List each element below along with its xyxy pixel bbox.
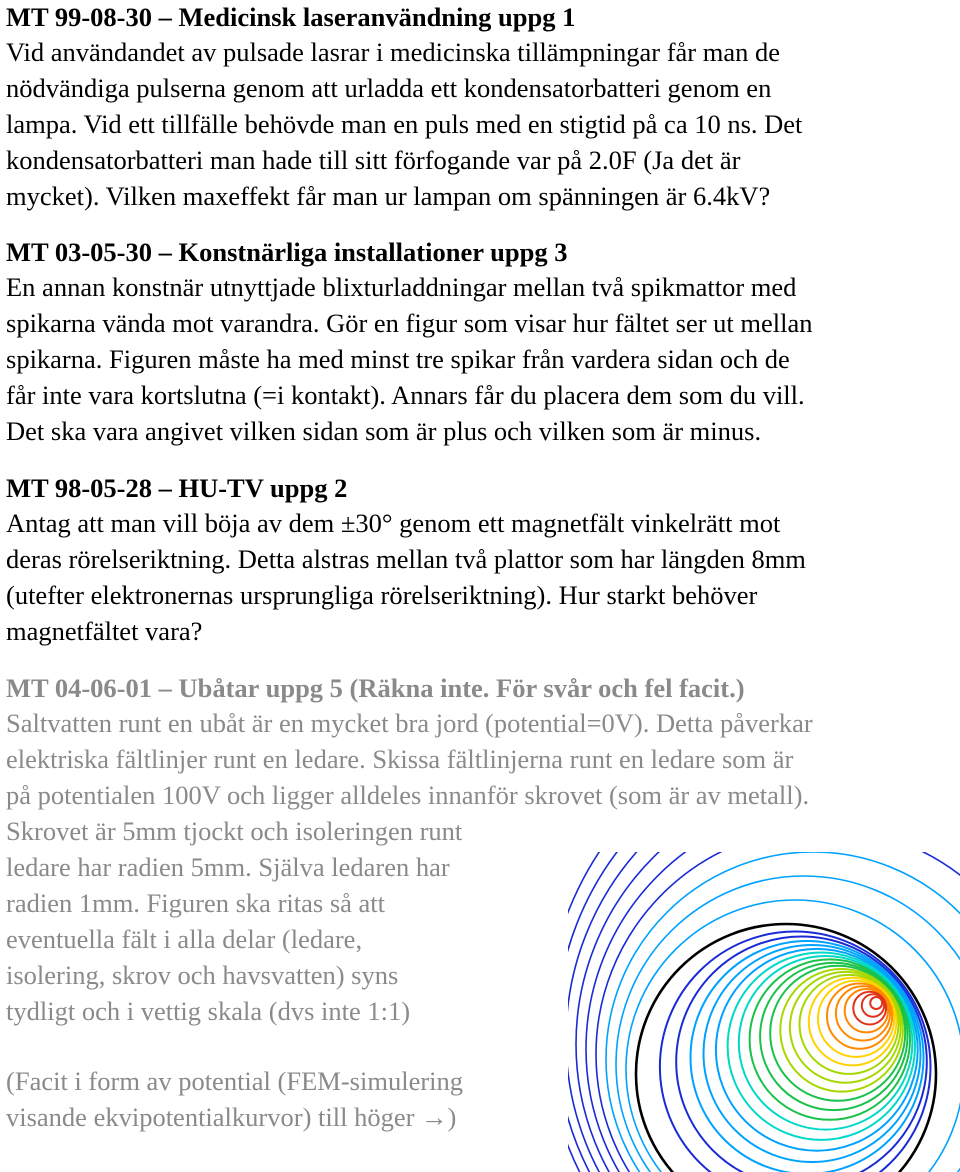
facit-line: (Facit i form av potential (FEM-simulering [6, 1066, 464, 1096]
text-line: mycket). Vilken maxeffekt får man ur lampan om spänningen är 6.4kV? [6, 181, 771, 211]
text-line: spikarna vända mot varandra. Gör en figur som visar hur fältet ser ut mellan [6, 308, 813, 338]
hull-circle [636, 924, 936, 1172]
equipotential-curve [870, 997, 882, 1009]
text-line: ledare har radien 5mm. Själva ledaren har [6, 852, 450, 882]
text-line: magnetfältet vara? [6, 616, 203, 646]
equipotential-figure [568, 852, 960, 1172]
text-line: En annan konstnär utnyttjade blixturladdningar mellan två spikmattor med [6, 272, 797, 302]
section-hu-tv [6, 471, 956, 649]
text-line: Skrovet är 5mm tjockt och isoleringen runt [6, 816, 463, 846]
text-line: kondensatorbatteri man hade till sitt förfogande var på 2.0F (Ja det är [6, 145, 741, 175]
text-line: nödvändiga pulserna genom att urladda ett kondensatorbatteri genom en [6, 73, 772, 103]
text-line: Vid användandet av pulsade lasrar i medicinska tillämpningar får man de [6, 37, 780, 67]
text-line: Saltvatten runt en ubåt är en mycket bra jord (potential=0V). Detta påverkar [6, 708, 813, 738]
text-line: får inte vara kortslutna (=i kontakt). Annars får du placera dem som du vill. [6, 380, 805, 410]
text-line: radien 1mm. Figuren ska ritas så att [6, 888, 386, 918]
text-line: lampa. Vid ett tillfälle behövde man en puls med en stigtid på ca 10 ns. Det [6, 109, 803, 139]
text-line: Antag att man vill böja av dem ±30° genom ett magnetfält vinkelrätt mot [6, 508, 781, 538]
section-laser [6, 0, 956, 214]
narrow-text-column [6, 813, 566, 1135]
text-line: spikarna. Figuren måste ha med minst tre spikar från vardera sidan och de [6, 344, 790, 374]
section-heading: MT 98-05-28 – HU-TV uppg 2 [6, 473, 348, 503]
text-line: tydligt och i vettig skala (dvs inte 1:1) [6, 996, 411, 1026]
text-line: elektriska fältlinjer runt en ledare. Skissa fältlinjerna runt en ledare som är [6, 744, 794, 774]
equipotential-curve [636, 924, 936, 1172]
section-heading: MT 03-05-30 – Konstnärliga installationer uppg 3 [6, 237, 568, 267]
equipotential-contour-plot [568, 852, 960, 1172]
text-line: på potentialen 100V och ligger alldeles innanför skrovet (som är av metall). [6, 780, 810, 810]
text-line: eventuella fält i alla delar (ledare, [6, 924, 363, 954]
text-line: (utefter elektronernas ursprungliga rörelseriktning). Hur starkt behöver [6, 580, 758, 610]
section-heading: MT 99-08-30 – Medicinsk laseranvändning uppg 1 [6, 2, 576, 32]
section-art-installations [6, 235, 956, 449]
facit-line: visande ekvipotentialkurvor) till höger →) [6, 1102, 457, 1132]
text-line: deras rörelseriktning. Detta alstras mellan två plattor som har längden 8mm [6, 544, 806, 574]
text-line: Det ska vara angivet vilken sidan som är plus och vilken som är minus. [6, 416, 762, 446]
section-heading: MT 04-06-01 – Ubåtar uppg 5 (Räkna inte. För svår och fel facit.) [6, 673, 745, 703]
text-line: isolering, skrov och havsvatten) syns [6, 960, 399, 990]
